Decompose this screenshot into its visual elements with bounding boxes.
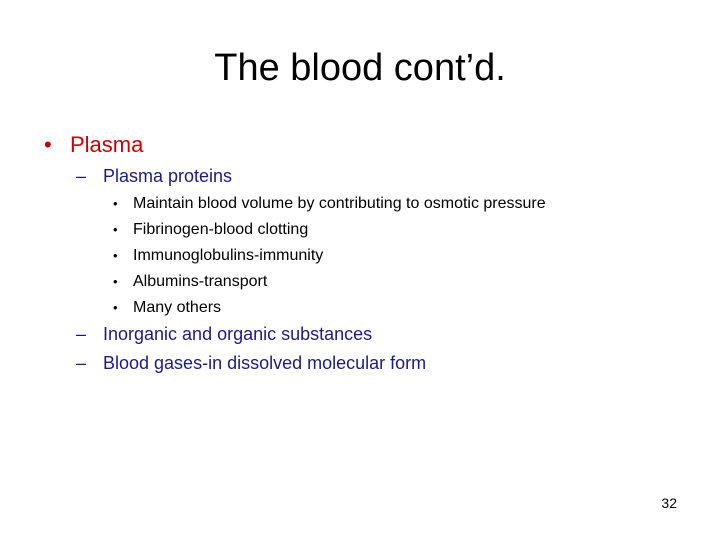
list-item bbox=[113, 269, 546, 295]
protein-list bbox=[113, 191, 546, 321]
list-item bbox=[113, 295, 546, 321]
dot-marker: • bbox=[113, 196, 118, 211]
list-item bbox=[113, 217, 546, 243]
bullet-plasma bbox=[44, 131, 143, 159]
sub-bullet-text: Inorganic and organic substances bbox=[103, 324, 373, 344]
dash-marker: – bbox=[76, 166, 87, 186]
list-item-text: Maintain blood volume by contributing to osmotic pressure bbox=[133, 195, 546, 212]
sub-bullet-text: Plasma proteins bbox=[103, 166, 233, 186]
list-item bbox=[113, 243, 546, 269]
list-item-text: Albumins-transport bbox=[133, 273, 268, 290]
list-item-text: Many others bbox=[133, 299, 222, 316]
dash-marker: – bbox=[76, 353, 87, 373]
list-item-text: Immunoglobulins-immunity bbox=[133, 247, 324, 264]
bullet-marker: • bbox=[44, 132, 52, 157]
dash-marker: – bbox=[76, 324, 87, 344]
dot-marker: • bbox=[113, 248, 118, 263]
dot-marker: • bbox=[113, 222, 118, 237]
list-item-text: Fibrinogen-blood clotting bbox=[133, 221, 309, 238]
sub-bullet-blood-gases bbox=[76, 351, 426, 375]
sub-bullet-plasma-proteins bbox=[76, 164, 232, 188]
page-number: 32 bbox=[661, 495, 677, 511]
sub-bullet-inorganic bbox=[76, 322, 372, 346]
slide-title: The blood cont’d. bbox=[214, 47, 506, 89]
sub-bullet-text: Blood gases-in dissolved molecular form bbox=[103, 353, 427, 373]
list-item bbox=[113, 191, 546, 217]
bullet-text: Plasma bbox=[70, 132, 144, 157]
dot-marker: • bbox=[113, 300, 118, 315]
dot-marker: • bbox=[113, 274, 118, 289]
